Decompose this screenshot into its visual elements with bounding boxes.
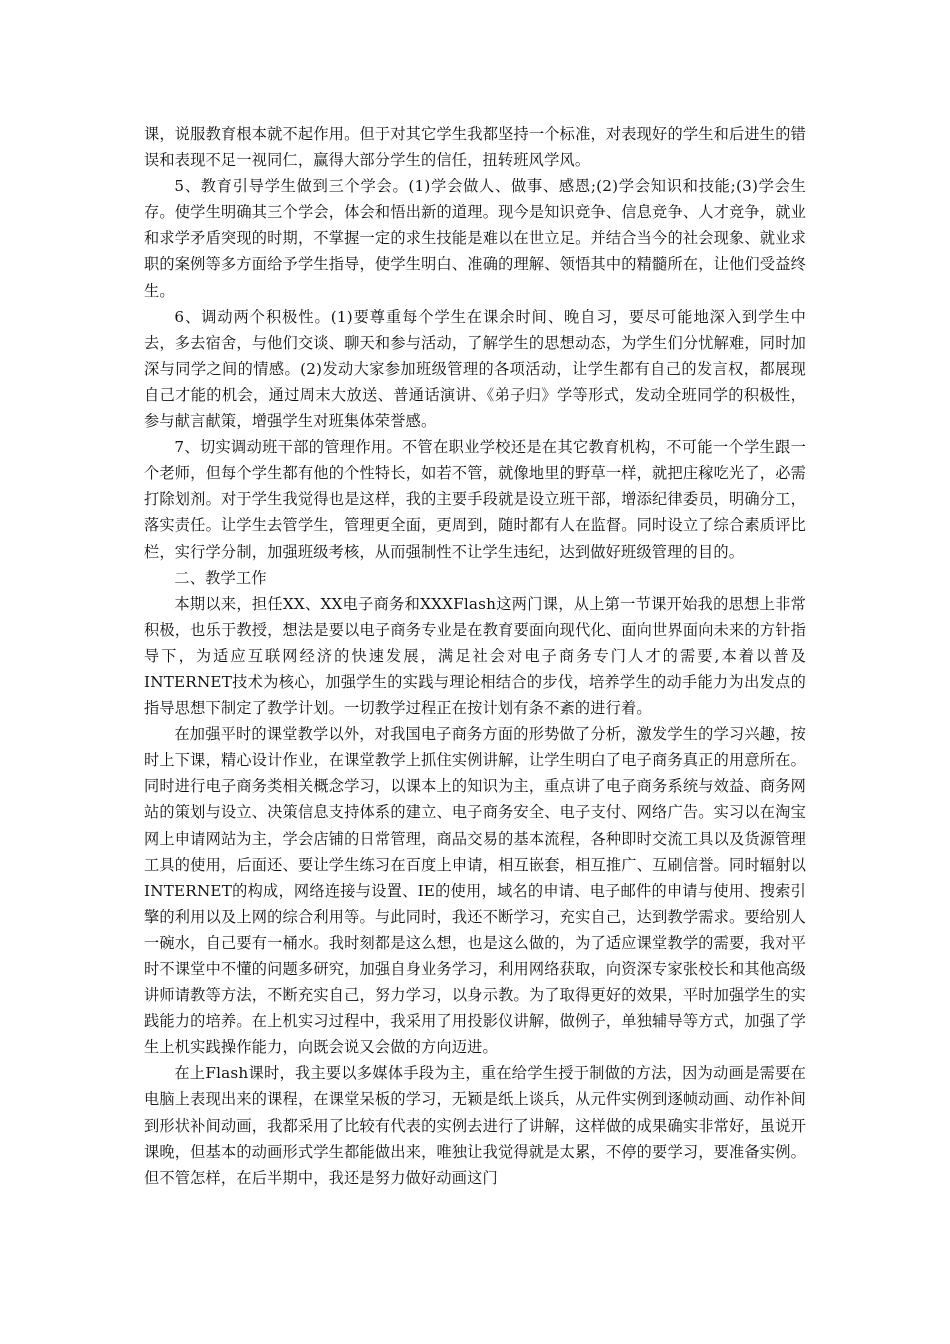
- paragraph-flash-teaching: 在上Flash课时，我主要以多媒体手段为主，重在给学生授于制做的方法，因为动画是需要在电脑上表现出来的课程，在课堂呆板的学习，无颖是纸上谈兵，从元件实例到逐帧动画、动作补间到形状补间动画，我都采用了比较有代表的实例去进行了讲解，这样做的成果确实非常好，虽说开课晚，但基本的动画形式学生都能做出来，唯独让我觉得就是太累，不停的要学习，要准备实例。但不管怎样，在后半期中，我还是努力做好动画这门: [144, 1064, 806, 1187]
- document-body: [144, 121, 806, 1191]
- paragraph-continuation: 课，说服教育根本就不起作用。但于对其它学生我都坚持一个标准，对表现好的学生和后进生的错误和表现不足一视同仁，赢得大部分学生的信任，扭转班风学风。: [144, 125, 806, 170]
- paragraph-item-7: 7、切实调动班干部的管理作用。不管在职业学校还是在其它教育机构，不可能一个学生跟一个老师，但每个学生都有他的个性特长，如若不管，就像地里的野草一样，就把庄稼吃光了，必需打除划剂。对于学生我觉得也是这样，我的主要手段就是设立班干部，增添纪律委员，明确分工，落实责任。让学生去管学生，管理更全面，更周到，随时都有人在监督。同时设立了综合素质评比栏，实行学分制，加强班级考核，从而强制性不让学生违纪，达到做好班级管理的目的。: [144, 438, 806, 561]
- section-heading-teaching: 二、教学工作: [174, 568, 267, 587]
- paragraph-item-6: 6、调动两个积极性。(1)要尊重每个学生在课余时间、晚自习，要尽可能地深入到学生中去，多去宿舍，与他们交谈、聊天和参与活动，了解学生的思想动态，为学生们分忧解难，同时加深与同学之间的情感。(2)发动大家参加班级管理的各项活动，让学生都有自己的发言权，都展现自己才能的机会，通过周末大放送、普通话演讲、《弟子归》学等形式，发动全班同学的积极性，参与献言献策，增强学生对班集体荣誉感。: [144, 307, 806, 431]
- paragraph-item-5: 5、教育引导学生做到三个学会。(1)学会做人、做事、感恩;(2)学会知识和技能;(3)学会生存。使学生明确其三个学会，体会和悟出新的道理。现今是知识竞争、信息竞争、人才竞争，就业和求学矛盾突现的时期，不掌握一定的求生技能是难以在世立足。并结合当今的社会现象、就业求职的案例等多方面给予学生指导，使学生明白、准确的理解、领悟其中的精髓所在，让他们受益终生。: [144, 177, 806, 300]
- paragraph-teaching-intro: 本期以来，担任XX、XX电子商务和XXXFlash这两门课，从上第一节课开始我的思想上非常积极，也乐于教授，想法是要以电子商务专业是在教育要面向现代化、面向世界面向未来的方针指导下，为适应互联网经济的快速发展，满足社会对电子商务专门人才的需要,本着以普及INTERNET技术为核心，加强学生的实践与理论相结合的步伐，培养学生的动手能力为出发点的指导思想下制定了教学计划。一切教学过程正在按计划有条不紊的进行着。: [144, 594, 806, 718]
- paragraph-ecommerce-teaching: 在加强平时的课堂教学以外，对我国电子商务方面的形势做了分析，激发学生的学习兴趣，按时上下课，精心设计作业，在课堂教学上抓住实例讲解，让学生明白了电子商务真正的用意所在。同时进行电子商务类相关概念学习，以课本上的知识为主，重点讲了电子商务系统与效益、商务网站的策划与设立、决策信息支持体系的建立、电子商务安全、电子支付、网络广告。实习以在淘宝网上申请网站为主，学会店铺的日常管理，商品交易的基本流程，各种即时交流工具以及货源管理工具的使用，后面还、要让学生练习在百度上申请，相互嵌套，相互推广、互刷信誉。同时辐射以INTERNET的构成，网络连接与设置、IE的使用，域名的申请、电子邮件的申请与使用、搜索引擎的利用以及上网的综合利用等。与此同时，我还不断学习，充实自己，达到教学需求。要给别人一碗水，自己要有一桶水。我时刻都是这么想，也是这么做的，为了适应课堂教学的需要，我对平时不课堂中不懂的问题多研究，加强自身业务学习，利用网络获取，向资深专家张校长和其他高级讲师请教等方法，不断充实自己，努力学习，以身示教。为了取得更好的效果，平时加强学生的实践能力的培养。在上机实习过程中，我采用了用投影仪讲解，做例子，单独辅导等方式，加强了学生上机实践操作能力，向既会说又会做的方向迈进。: [144, 725, 806, 1057]
